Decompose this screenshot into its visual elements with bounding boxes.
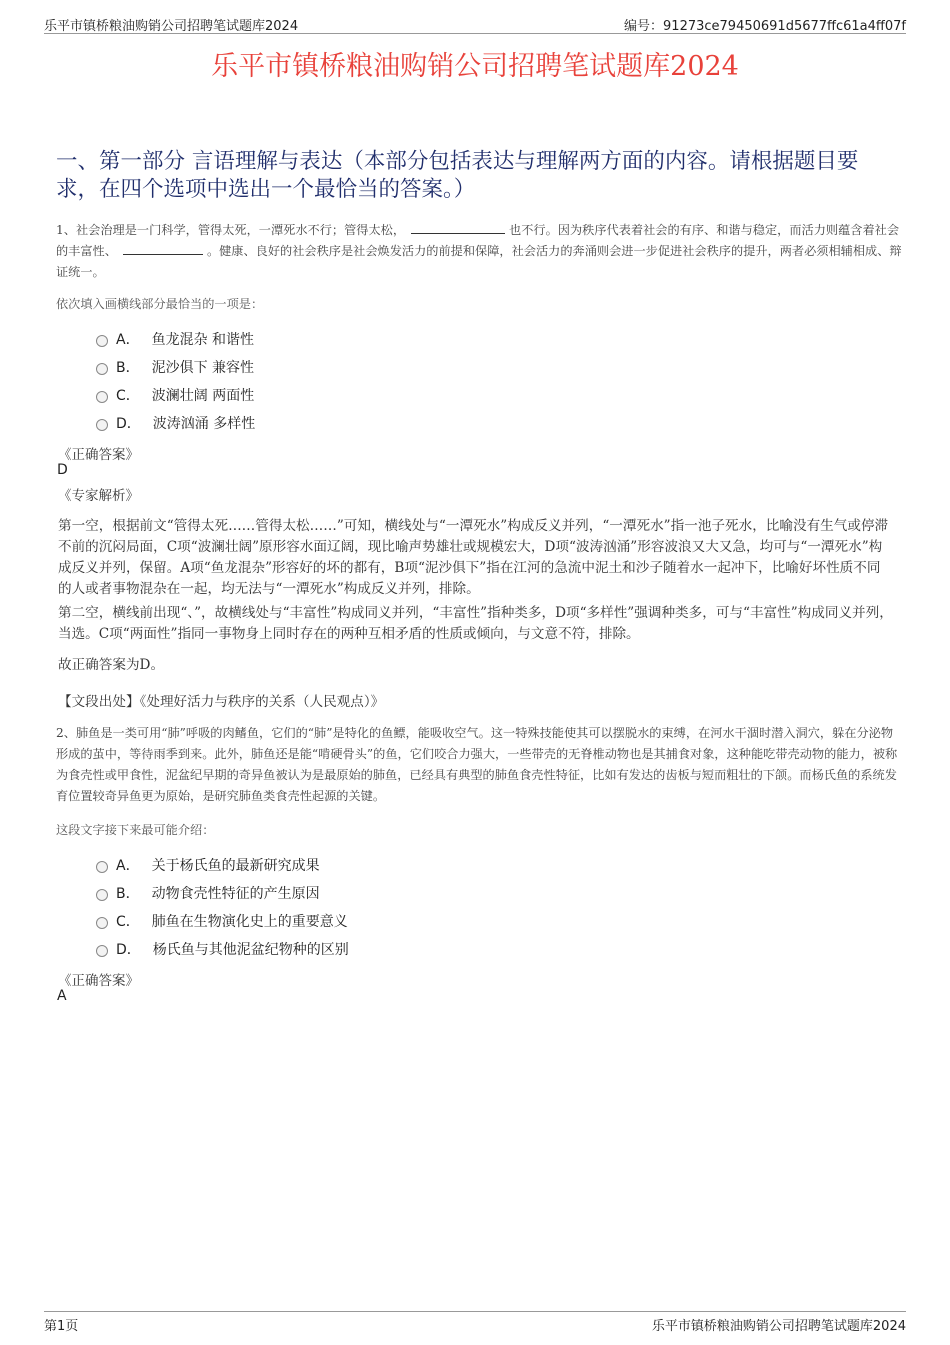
option-text: 动物食壳性特征的产生原因 xyxy=(151,886,320,902)
option-b[interactable] xyxy=(96,353,255,381)
question-1-options xyxy=(96,325,255,437)
option-letter: C． xyxy=(116,388,140,404)
question-2-options xyxy=(96,851,349,963)
footer-doc-title: 乐平市镇桥粮油购销公司招聘笔试题库2024 xyxy=(651,1319,906,1334)
option-d[interactable] xyxy=(96,935,349,963)
header-divider xyxy=(44,33,906,34)
option-letter: B． xyxy=(116,360,140,376)
option-a[interactable] xyxy=(96,325,255,353)
page-title: 乐平市镇桥粮油购销公司招聘笔试题库2024 xyxy=(211,51,739,82)
analysis-paragraph-2: 第二空，横线前出现“、”，故横线处与“丰富性”构成同义并列，“丰富性”指种类多，D项“多样性”强调种类多，可与“丰富性”构成同义并列，当选。C项“两面性”指同一事物身上同时存在的两种互相矛盾的性质或倾向，与文意不符，排除。 xyxy=(58,605,893,642)
radio-icon[interactable] xyxy=(96,391,108,403)
header-doc-title: 乐平市镇桥粮油购销公司招聘笔试题库2024 xyxy=(44,19,299,34)
radio-icon[interactable] xyxy=(96,419,108,431)
page-number: 第1页 xyxy=(44,1319,79,1334)
option-text: 肺鱼在生物演化史上的重要意义 xyxy=(151,914,348,930)
header-doc-id: 编号：91273ce79450691d5677ffc61a4ff07f xyxy=(624,19,906,34)
option-letter: A． xyxy=(116,332,140,348)
q1-text-part-b: 也不行。因为秩序代表着社会的有序、和谐与稳定，而活力则蕴含着社会的丰富性、 xyxy=(56,223,900,258)
option-text: 波澜壮阔 两面性 xyxy=(151,388,255,404)
option-letter: D． xyxy=(116,942,141,958)
analysis-paragraph-1: 第一空，根据前文“管得太死……管得太松……”可知，横线处与“一潭死水”构成反义并列，“一潭死水”指一池子死水，比喻没有生气或停滞不前的沉闷局面，C项“波澜壮阔”原形容水面辽阔，现比喻声势雄壮或规模宏大，D项“波涛汹涌”形容波浪又大又急，均可与“一潭死水”构成反义并列，保留。A项“鱼龙混杂”形容好的坏的都有，B项“泥沙俱下”指在江河的急流中泥土和沙子随着水一起冲下，比喻好坏性质不同的人或者事物混杂在一起，均无法与“一潭死水”构成反义并列，排除。 xyxy=(58,518,889,597)
answer-value: A xyxy=(57,988,67,1004)
radio-icon[interactable] xyxy=(96,861,108,873)
radio-icon[interactable] xyxy=(96,363,108,375)
option-letter: C． xyxy=(116,914,140,930)
option-text: 鱼龙混杂 和谐性 xyxy=(151,332,255,348)
option-letter: A． xyxy=(116,858,140,874)
question-2-prompt: 这段文字接下来最可能介绍： xyxy=(56,823,215,837)
answer-label: 《正确答案》 xyxy=(58,973,139,989)
option-c[interactable] xyxy=(96,907,349,935)
option-letter: D． xyxy=(116,416,141,432)
option-b[interactable] xyxy=(96,879,349,907)
q1-text-part-a: 1、社会治理是一门科学，管得太死，一潭死水不行；管得太松， xyxy=(56,223,406,237)
option-text: 波涛汹涌 多样性 xyxy=(152,416,256,432)
answer-value: D xyxy=(57,462,68,478)
option-text: 泥沙俱下 兼容性 xyxy=(151,360,255,376)
radio-icon[interactable] xyxy=(96,945,108,957)
source-citation: 【文段出处】《处理好活力与秩序的关系（人民观点）》 xyxy=(58,694,385,710)
option-d[interactable] xyxy=(96,409,255,437)
question-1-prompt: 依次填入画横线部分最恰当的一项是： xyxy=(56,297,264,311)
option-letter: B． xyxy=(116,886,140,902)
question-2-text: 2、肺鱼是一类可用“肺”呼吸的肉鳍鱼，它们的“肺”是特化的鱼鳔，能吸收空气。这一特殊技能使其可以摆脱水的束缚，在河水干涸时潜入洞穴，躲在分泌物形成的茧中，等待雨季到来。此外，肺鱼还是能“啃硬骨头”的鱼，它们咬合力强大，一些带壳的无脊椎动物也是其捕食对象，这种能吃带壳动物的能力，被称为食壳性或甲食性，泥盆纪早期的奇异鱼被认为是最原始的肺鱼，已经具有典型的肺鱼食壳性特征，比如有发达的齿板与短而粗壮的下颌。而杨氏鱼的系统发育位置较奇异鱼更为原始，是研究肺鱼类食壳性起源的关键。 xyxy=(56,726,898,803)
answer-label: 《正确答案》 xyxy=(58,447,139,463)
q1-text-part-c: 。健康、良好的社会秩序是社会焕发活力的前提和保障，社会活力的奔涌则会进一步促进社会秩序的提升，两者必须相辅相成、辩证统一。 xyxy=(56,244,902,279)
question-1-text xyxy=(56,220,902,283)
option-c[interactable] xyxy=(96,381,255,409)
analysis-conclusion: 故正确答案为D。 xyxy=(58,657,165,673)
fill-blank-2 xyxy=(123,242,203,255)
radio-icon[interactable] xyxy=(96,335,108,347)
option-a[interactable] xyxy=(96,851,349,879)
footer-divider xyxy=(44,1311,906,1312)
radio-icon[interactable] xyxy=(96,889,108,901)
fill-blank-1 xyxy=(411,221,505,234)
section-heading: 一、第一部分 言语理解与表达（本部分包括表达与理解两方面的内容。请根据题目要求，在四个选项中选出一个最恰当的答案。） xyxy=(56,149,859,202)
option-text: 杨氏鱼与其他泥盆纪物种的区别 xyxy=(152,942,349,958)
option-text: 关于杨氏鱼的最新研究成果 xyxy=(151,858,320,874)
analysis-label: 《专家解析》 xyxy=(58,488,139,504)
radio-icon[interactable] xyxy=(96,917,108,929)
